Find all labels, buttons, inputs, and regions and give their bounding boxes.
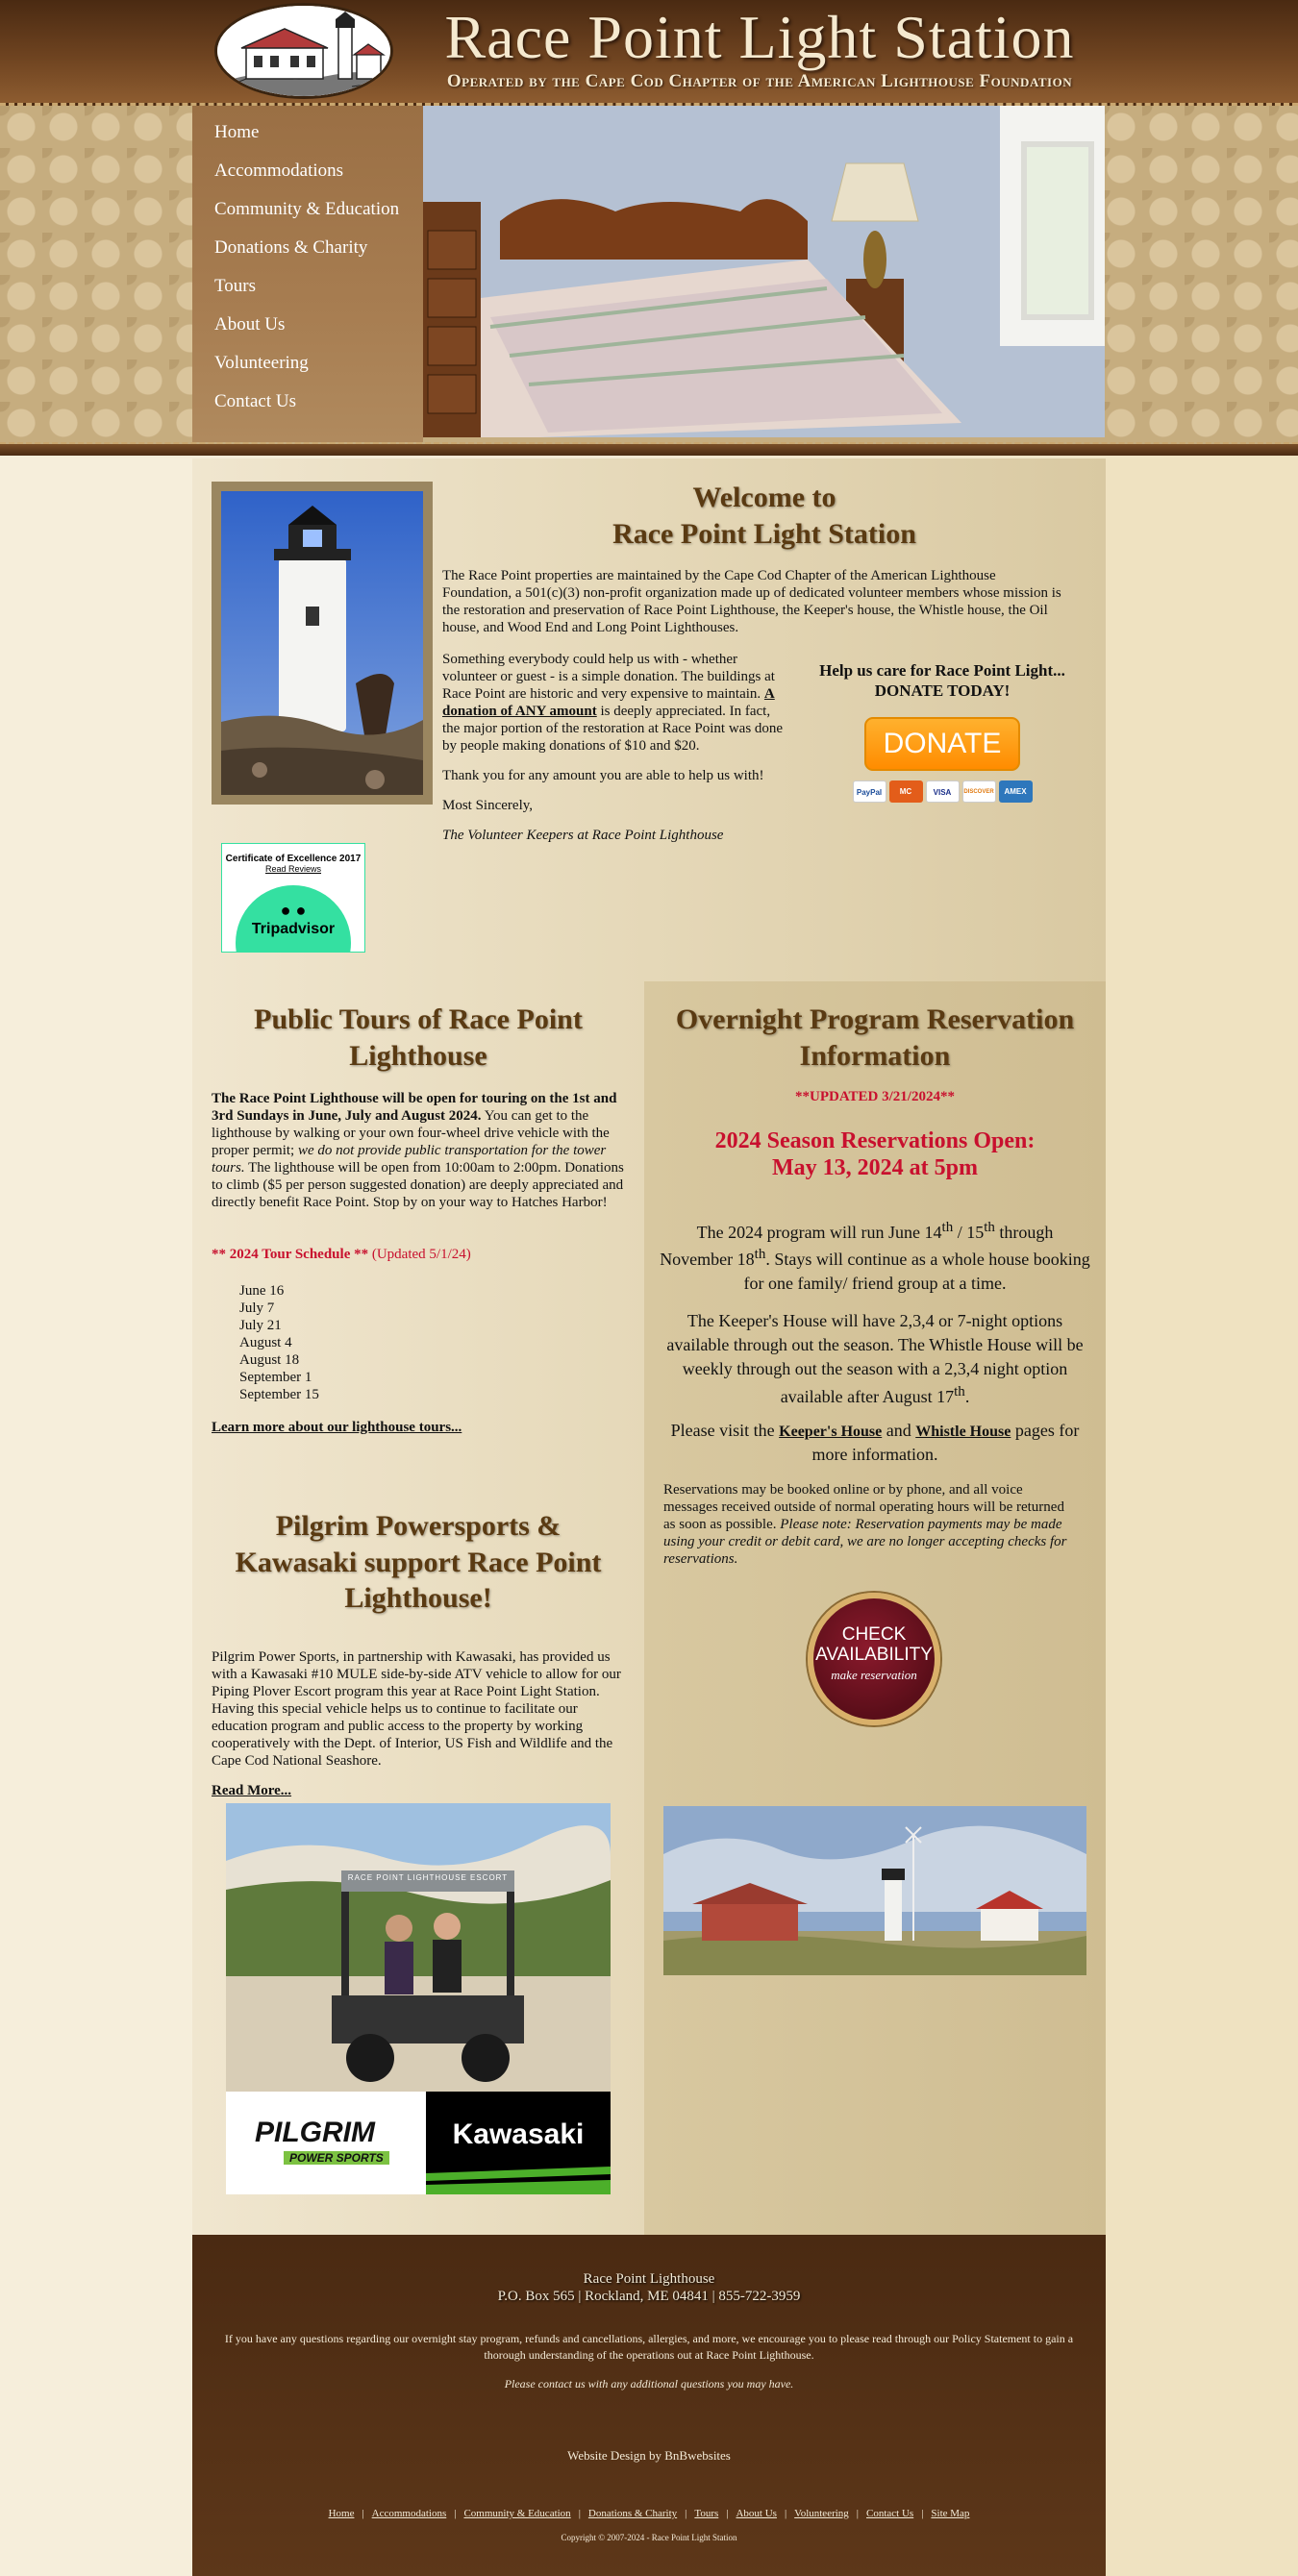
check-availability-label bbox=[813, 1625, 935, 1666]
sponsor-logos bbox=[226, 2092, 611, 2194]
pilgrim-logo-sub: POWER SPORTS bbox=[284, 2151, 389, 2165]
content-sections bbox=[192, 458, 1106, 2235]
overnight-updated: **UPDATED 3/21/2024** bbox=[795, 1089, 955, 1104]
nav-item-donations-charity[interactable]: Donations & Charity bbox=[214, 237, 368, 258]
tours-intro-italic: we do not provide public transportation for the tower tours. bbox=[212, 1143, 607, 1176]
keepers-house-link[interactable]: Keeper's House bbox=[779, 1424, 883, 1440]
list-item: September 1 bbox=[239, 1370, 312, 1385]
atv-photo bbox=[226, 1803, 611, 2092]
footer-policy: If you have any questions regarding our overnight stay program, refunds and cancellations, allergies, and more, we encourage you to please read through our Policy Statement to gain a thorough understanding of the operations out at Race Point Lighthouse. bbox=[224, 2332, 1074, 2362]
footer-separator: | bbox=[685, 2508, 687, 2519]
reservations-note-italic: Please note: Reservation payments may be made using your credit or debit card, we are no longer accepting checks for reservations. bbox=[663, 1517, 1067, 1567]
nav-item-tours[interactable]: Tours bbox=[214, 276, 257, 296]
make-reservation-label: make reservation bbox=[831, 1667, 917, 1682]
footer-separator: | bbox=[856, 2508, 859, 2519]
tour-schedule-updated: (Updated 5/1/24) bbox=[368, 1247, 471, 1262]
footer-link-donations-charity[interactable]: Donations & Charity bbox=[587, 2508, 678, 2519]
availability-label: AVAILABILITY bbox=[815, 1644, 933, 1665]
closing-text: Most Sincerely, bbox=[442, 798, 534, 813]
footer-separator: | bbox=[578, 2508, 581, 2519]
site-footer bbox=[192, 2235, 1106, 2576]
footer-separator: | bbox=[921, 2508, 924, 2519]
season-open-notice bbox=[654, 1128, 1096, 1181]
reservations-note bbox=[663, 1481, 1077, 1568]
pilgrim-text: Pilgrim Power Sports, in partnership with Kawasaki, has provided us with a Kawasaki #10 MULE side-by-side ATV vehicle to allow for our Piping Plover Escort program this year at Race Point Light Station. Having this special vehicle helps us to continue to facilitate our education program and public access to the property by working cooperatively with the Dept. of Interior, US Fish and Wildlife and the Cape Cod National Seashore. bbox=[212, 1649, 621, 1769]
footer-separator: | bbox=[362, 2508, 364, 2519]
program-sup-1: th bbox=[941, 1220, 954, 1235]
list-item: July 21 bbox=[239, 1318, 282, 1333]
welcome-intro: The Race Point properties are maintained by the Cape Cod Chapter of the American Lighthouse Foundation, a 501(c)(3) non-profit organization made up of dedicated volunteer members whose mission is the restoration and preservation of Race Point Lighthouse, the Keeper's house, the Whistle house, the Oil house, and Wood End and Long Point Lighthouses. bbox=[442, 568, 1061, 635]
whistle-house-link[interactable]: Whistle House bbox=[915, 1424, 1011, 1440]
nav-item-volunteering[interactable]: Volunteering bbox=[214, 353, 309, 373]
nav-item-home[interactable]: Home bbox=[214, 122, 260, 142]
nav-item-community-education[interactable]: Community & Education bbox=[214, 199, 400, 219]
visit-text-1: Please visit the bbox=[670, 1421, 780, 1440]
footer-link-home[interactable]: Home bbox=[328, 2508, 355, 2519]
pilgrim-powersports-logo bbox=[226, 2092, 426, 2194]
tour-schedule-title: ** 2024 Tour Schedule ** bbox=[212, 1247, 369, 1262]
tours-title: Public Tours of Race Point Lighthouse bbox=[254, 1003, 583, 1072]
program-text-4: . Stays will continue as a whole house booking for one family/ friend group at a time. bbox=[743, 1250, 1090, 1294]
visit-pages bbox=[659, 1419, 1091, 1468]
mastercard-card-icon: MC bbox=[889, 780, 923, 803]
owl-icon: ● ● bbox=[280, 901, 307, 920]
tours-intro bbox=[212, 1090, 625, 1211]
donation-text-1: Something everybody could help us with - whether volunteer or guest - is a simple donation. The buildings at Race Point are historic and very expensive to maintain. bbox=[442, 652, 775, 702]
footer-org: Race Point Lighthouse bbox=[583, 2271, 715, 2287]
left-gutter bbox=[0, 458, 192, 2576]
site-logo[interactable] bbox=[214, 3, 393, 99]
light-station-photo bbox=[663, 1806, 1086, 1975]
overnight-title: Overnight Program Reservation Information bbox=[675, 1003, 1075, 1072]
pilgrim-title: Pilgrim Powersports & Kawasaki support Race Point Lighthouse! bbox=[235, 1510, 602, 1614]
visa-card-icon: VISA bbox=[926, 780, 960, 803]
site-title: Race Point Light Station bbox=[444, 3, 1075, 71]
footer-separator: | bbox=[784, 2508, 787, 2519]
amex-card-icon: AMEX bbox=[999, 780, 1033, 803]
tours-more-link[interactable]: Learn more about our lighthouse tours... bbox=[212, 1420, 462, 1435]
tour-dates-list bbox=[239, 1282, 528, 1403]
tour-schedule-heading bbox=[212, 1247, 625, 1263]
list-item: September 15 bbox=[239, 1387, 319, 1402]
footer-link-accommodations[interactable]: Accommodations bbox=[371, 2508, 447, 2519]
site-header bbox=[0, 0, 1298, 106]
footer-design-credit[interactable]: Website Design by BnBwebsites bbox=[567, 2448, 731, 2463]
tours-intro-2: The lighthouse will be open from 10:00am to 2:00pm. Donations to climb ($5 per person suggested donation) are deeply appreciated and directly benefit Race Point. Stop by on your way to Hatches Harbor! bbox=[212, 1160, 624, 1210]
footer-separator: | bbox=[454, 2508, 457, 2519]
program-dates bbox=[659, 1218, 1091, 1297]
pilgrim-logo-word: PILGRIM bbox=[255, 2117, 375, 2148]
season-open-line2: May 13, 2024 at 5pm bbox=[772, 1154, 978, 1180]
check-availability-button[interactable] bbox=[808, 1593, 940, 1725]
footer-address: P.O. Box 565 | Rockland, ME 04841 | 855-722-3959 bbox=[497, 2289, 801, 2304]
thanks-text: Thank you for any amount you are able to help us with! bbox=[442, 768, 764, 783]
footer-link-tours[interactable]: Tours bbox=[694, 2508, 719, 2519]
signature-text: The Volunteer Keepers at Race Point Lighthouse bbox=[442, 828, 724, 843]
kawasaki-logo bbox=[426, 2092, 611, 2194]
list-item: August 18 bbox=[239, 1352, 300, 1368]
right-gutter bbox=[1106, 458, 1298, 2576]
vehicle-sign: RACE POINT LIGHTHOUSE ESCORT bbox=[347, 1873, 509, 1882]
welcome-title-line2: Race Point Light Station bbox=[612, 517, 916, 550]
program-text-3: through November 18 bbox=[660, 1223, 1054, 1270]
nav-item-about-us[interactable]: About Us bbox=[214, 314, 286, 334]
house-options-sup: th bbox=[954, 1383, 965, 1399]
donate-button[interactable]: DONATE bbox=[864, 717, 1020, 771]
house-options-text: The Keeper's House will have 2,3,4 or 7-night options available through out the season. The Whistle House will be weekly through out the season with a 2,3,4 night option available after August 17 bbox=[666, 1311, 1084, 1406]
list-item: August 4 bbox=[239, 1335, 292, 1350]
hero-bedroom-photo bbox=[423, 106, 1105, 437]
tripadvisor-reviews-link[interactable]: Read Reviews bbox=[264, 864, 322, 874]
donate-heading-line1: Help us care for Race Point Light... bbox=[819, 661, 1065, 680]
donation-text-2: is deeply appreciated. In fact, the major portion of the restoration at Race Point was done by people making donations of $10 and $20. bbox=[442, 704, 784, 754]
tripadvisor-certificate: Certificate of Excellence 2017 bbox=[225, 854, 362, 864]
program-text-1: The 2024 program will run June 14 bbox=[696, 1223, 942, 1242]
house-options-end: . bbox=[964, 1386, 970, 1406]
tours-intro-bold: The Race Point Lighthouse will be open for touring on the 1st and 3rd Sundays in June, July and August 2024. bbox=[212, 1091, 617, 1124]
program-text-2: / 15 bbox=[953, 1223, 985, 1242]
nav-item-contact-us[interactable]: Contact Us bbox=[214, 391, 296, 411]
footer-contact: Please contact us with any additional questions you may have. bbox=[504, 2377, 794, 2390]
paypal-card-icon: PayPal bbox=[853, 780, 886, 803]
footer-link-volunteering[interactable]: Volunteering bbox=[794, 2508, 849, 2519]
main-nav bbox=[192, 106, 423, 442]
season-open-line1: 2024 Season Reservations Open: bbox=[714, 1128, 1036, 1153]
footer-link-about-us[interactable]: About Us bbox=[736, 2508, 777, 2519]
donate-heading-line2: DONATE TODAY! bbox=[874, 681, 1011, 701]
footer-link-contact-us[interactable]: Contact Us bbox=[866, 2508, 914, 2519]
visit-text-2: and bbox=[882, 1421, 916, 1440]
footer-link-community-education[interactable]: Community & Education bbox=[463, 2508, 571, 2519]
tours-intro-1: You can get to the lighthouse by walking or your own four-wheel drive vehicle with the proper permit; bbox=[212, 1108, 610, 1158]
donation-any-amount-link[interactable]: A donation of ANY amount bbox=[442, 686, 775, 719]
house-options bbox=[659, 1309, 1091, 1409]
discover-card-icon: DISCOVER bbox=[962, 780, 996, 803]
footer-separator: | bbox=[726, 2508, 729, 2519]
check-label: CHECK bbox=[841, 1624, 907, 1645]
visit-text-3: pages for more information. bbox=[811, 1421, 1080, 1465]
footer-copyright: Copyright © 2007-2024 - Race Point Light Station bbox=[561, 2533, 737, 2542]
reservations-note-text: Reservations may be booked online or by phone, and all voice messages received outside of normal operating hours will be returned as soon as possible. bbox=[663, 1482, 1064, 1532]
kawasaki-logo-word: Kawasaki bbox=[452, 2118, 585, 2150]
list-item: June 16 bbox=[239, 1283, 285, 1299]
program-sup-2: th bbox=[984, 1220, 995, 1235]
welcome-title-line1: Welcome to bbox=[692, 482, 836, 513]
site-subtitle: Operated by the Cape Cod Chapter of the American Lighthouse Foundation bbox=[446, 71, 1073, 91]
list-item: July 7 bbox=[239, 1300, 275, 1316]
program-sup-3: th bbox=[754, 1247, 766, 1263]
hero-band bbox=[0, 106, 1298, 445]
pilgrim-read-more-link[interactable]: Read More... bbox=[212, 1783, 292, 1798]
tripadvisor-brand: Tripadvisor bbox=[251, 921, 336, 937]
footer-nav bbox=[192, 2508, 1106, 2519]
nav-item-accommodations[interactable]: Accommodations bbox=[214, 161, 344, 181]
footer-link-site-map[interactable]: Site Map bbox=[931, 2508, 970, 2519]
